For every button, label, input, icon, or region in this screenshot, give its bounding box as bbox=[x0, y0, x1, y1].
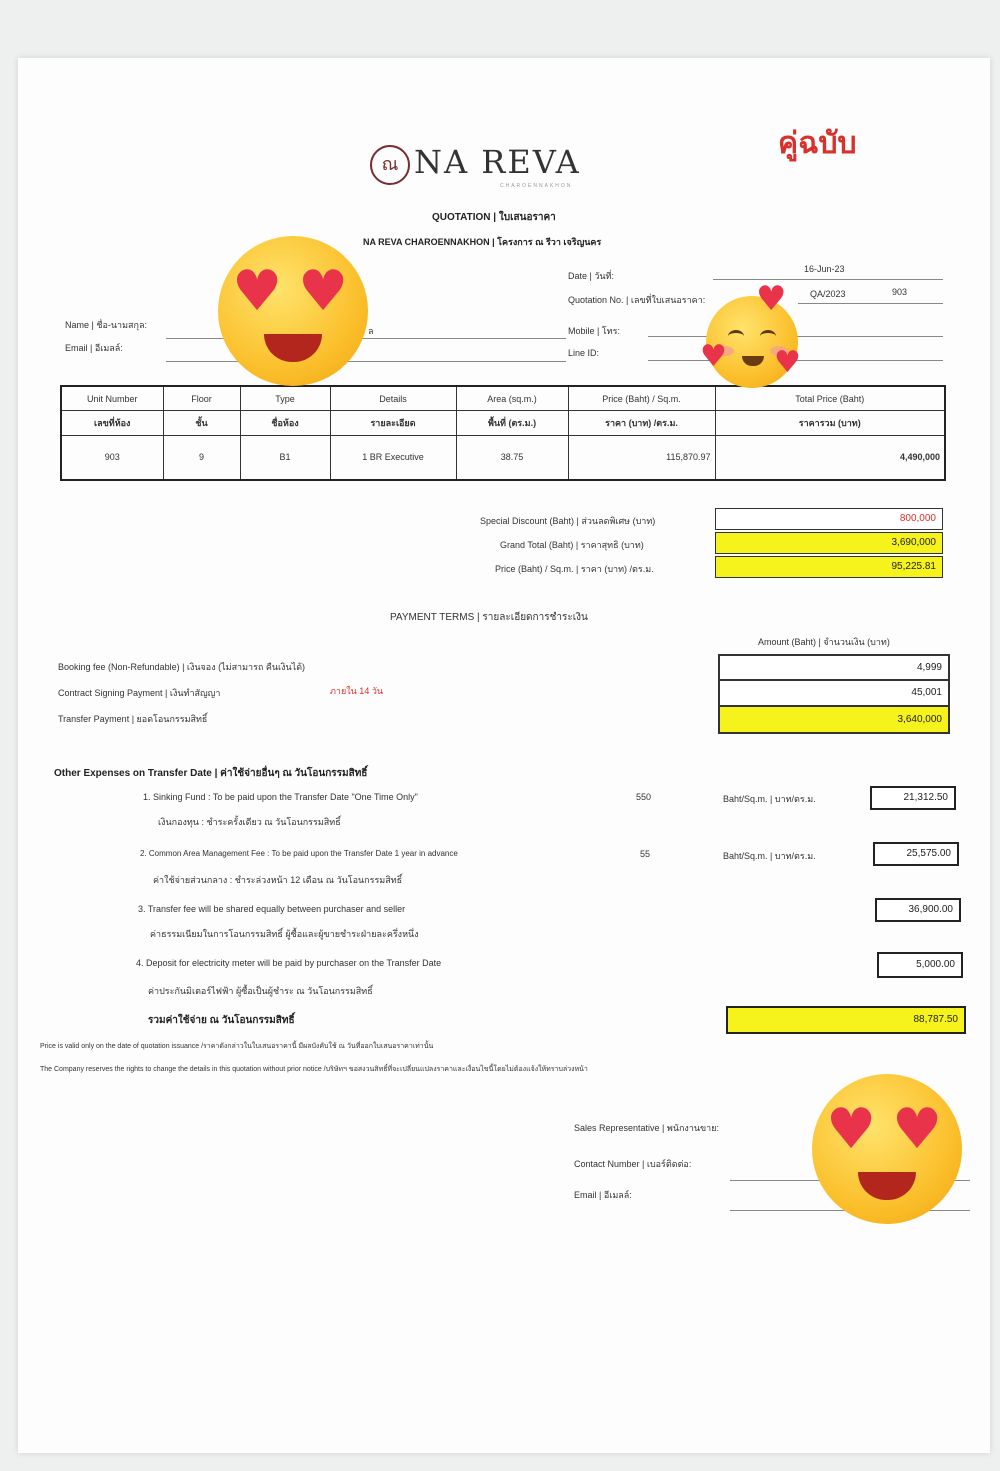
heart-side-left-icon: ♥ bbox=[700, 339, 727, 374]
document-title: QUOTATION | ใบเสนอราคา bbox=[432, 212, 556, 223]
note-validity: Price is valid only on the date of quotation issuance /ราคาดังกล่าวในใบเสนอราคานี้ มีผลบังคับใช้ ณ วันที่ออกใบเสนอราคาเท่านั้น bbox=[40, 1043, 434, 1050]
table-row bbox=[61, 435, 945, 480]
discount-label: Special Discount (Baht) | ส่วนลดพิเศษ (บาท) bbox=[480, 516, 656, 526]
heart-right-icon: ♥ bbox=[298, 259, 349, 324]
quotation-number: 903 bbox=[892, 287, 908, 297]
emoji-mouth-small bbox=[742, 356, 764, 366]
th-details: Details bbox=[330, 386, 456, 411]
unit-table bbox=[60, 385, 946, 481]
email-line bbox=[166, 361, 566, 362]
expense-4-value: 5,000.00 bbox=[877, 952, 963, 978]
expense-2-th: ค่าใช้จ่ายส่วนกลาง : ชำระล่วงหน้า 12 เดือน ณ วันโอนกรรมสิทธิ์ bbox=[153, 875, 403, 885]
expense-1-value: 21,312.50 bbox=[870, 786, 956, 810]
th-unit-number-thai: เลขที่ห้อง bbox=[61, 411, 163, 436]
expenses-total-label: รวมค่าใช้จ่าย ณ วันโอนกรรมสิทธิ์ bbox=[148, 1015, 295, 1026]
th-type: Type bbox=[240, 386, 330, 411]
name-label: Name | ชื่อ-นามสกุล: bbox=[65, 320, 147, 330]
emoji-eye-right bbox=[760, 330, 776, 343]
line-id-label: Line ID: bbox=[568, 348, 600, 358]
cell-total-price: 4,490,000 bbox=[715, 435, 945, 480]
th-price-sqm: Price (Baht) / Sq.m. bbox=[568, 386, 715, 411]
expense-4-th: ค่าประกันมิเตอร์ไฟฟ้า ผู้ซื้อเป็นผู้ชำระ ณ วันโอนกรรมสิทธิ์ bbox=[148, 986, 373, 996]
th-area-thai: พื้นที่ (ตร.ม.) bbox=[456, 411, 568, 436]
expense-3-th: ค่าธรรมเนียมในการโอนกรรมสิทธิ์ ผู้ซื้อและผู้ขายชำระฝ่ายละครึ่งหนึ่ง bbox=[150, 929, 419, 939]
price-sqm-label: Price (Baht) / Sq.m. | ราคา (บาท) /ตร.ม. bbox=[495, 564, 654, 574]
logo-sub: CHAROENNAKHON bbox=[500, 183, 573, 189]
cell-details: 1 BR Executive bbox=[330, 435, 456, 480]
contract-value: 45,001 bbox=[718, 680, 950, 706]
transfer-value: 3,640,000 bbox=[718, 706, 950, 734]
table-header-row-th bbox=[61, 411, 945, 436]
cell-area: 38.75 bbox=[456, 435, 568, 480]
heart-eyes-emoji-icon-2 bbox=[812, 1074, 962, 1224]
grand-total-label: Grand Total (Baht) | ราคาสุทธิ (บาท) bbox=[500, 540, 644, 550]
th-floor: Floor bbox=[163, 386, 240, 411]
th-type-thai: ชื่อห้อง bbox=[240, 411, 330, 436]
cell-floor: 9 bbox=[163, 435, 240, 480]
logo bbox=[370, 143, 630, 193]
th-price-sqm-thai: ราคา (บาท) /ตร.ม. bbox=[568, 411, 715, 436]
sales-email-label: Email | อีเมลล์: bbox=[574, 1190, 632, 1200]
th-details-thai: รายละเอียด bbox=[330, 411, 456, 436]
heart-right-icon-2: ♥ bbox=[892, 1097, 943, 1162]
date-line bbox=[713, 279, 943, 280]
expense-2-value: 25,575.00 bbox=[873, 842, 959, 866]
quotation-value: QA/2023 bbox=[810, 289, 846, 299]
contract-note: ภายใน 14 วัน bbox=[330, 686, 384, 696]
logo-mark-icon: ณ bbox=[370, 145, 410, 185]
booking-label: Booking fee (Non-Refundable) | เงินจอง (ไม่สามารถ คืนเงินได้) bbox=[58, 662, 306, 672]
booking-value: 4,999 bbox=[718, 654, 950, 680]
expense-1-th: เงินกองทุน : ชำระครั้งเดียว ณ วันโอนกรรมสิทธิ์ bbox=[158, 817, 341, 827]
th-floor-thai: ชั้น bbox=[163, 411, 240, 436]
emoji-mouth bbox=[264, 334, 322, 362]
heart-left-icon: ♥ bbox=[232, 259, 283, 324]
project-name: NA REVA CHAROENNAKHON | โครงการ ณ รีวา เจริญนคร bbox=[363, 237, 602, 247]
expense-1-rate: 550 bbox=[636, 792, 652, 802]
copy-stamp: คู่ฉบับ bbox=[778, 126, 857, 161]
expense-4-en: 4. Deposit for electricity meter will be paid by purchaser on the Transfer Date bbox=[136, 958, 442, 968]
th-total-price-thai: ราคารวม (บาท) bbox=[715, 411, 945, 436]
name-value: ล bbox=[368, 326, 374, 336]
expense-3-en: 3. Transfer fee will be shared equally between purchaser and seller bbox=[138, 904, 406, 914]
expense-1-unit: Baht/Sq.m. | บาท/ตร.ม. bbox=[723, 794, 816, 804]
quotation-label: Quotation No. | เลขที่ใบเสนอราคา: bbox=[568, 295, 706, 305]
expense-1-en: 1. Sinking Fund : To be paid upon the Transfer Date "One Time Only" bbox=[143, 792, 418, 802]
expenses-total-value: 88,787.50 bbox=[726, 1006, 966, 1034]
expense-2-unit: Baht/Sq.m. | บาท/ตร.ม. bbox=[723, 851, 816, 861]
discount-value: 800,000 bbox=[715, 508, 943, 530]
contact-number-label: Contact Number | เบอร์ติดต่อ: bbox=[574, 1159, 692, 1169]
transfer-label: Transfer Payment | ยอดโอนกรรมสิทธิ์ bbox=[58, 714, 208, 724]
email-label: Email | อีเมลล์: bbox=[65, 343, 123, 353]
heart-eyes-emoji-icon bbox=[218, 236, 368, 386]
quotation-paper bbox=[18, 58, 990, 1453]
amount-header: Amount (Baht) | จำนวนเงิน (บาท) bbox=[758, 637, 890, 647]
price-sqm-value: 95,225.81 bbox=[715, 556, 943, 578]
date-value: 16-Jun-23 bbox=[804, 264, 845, 274]
mobile-label: Mobile | โทร: bbox=[568, 326, 620, 336]
date-label: Date | วันที่: bbox=[568, 271, 614, 281]
contract-label: Contract Signing Payment | เงินทำสัญญา bbox=[58, 688, 221, 698]
cell-unit-number: 903 bbox=[61, 435, 163, 480]
th-unit-number: Unit Number bbox=[61, 386, 163, 411]
sales-rep-label: Sales Representative | พนักงานขาย: bbox=[574, 1123, 720, 1133]
heart-side-right-icon: ♥ bbox=[774, 345, 801, 380]
th-total-price: Total Price (Baht) bbox=[715, 386, 945, 411]
cell-type: B1 bbox=[240, 435, 330, 480]
heart-left-icon-2: ♥ bbox=[826, 1097, 877, 1162]
quotation-line bbox=[798, 303, 943, 304]
cell-price-sqm: 115,870.97 bbox=[568, 435, 715, 480]
expense-2-rate: 55 bbox=[640, 849, 651, 859]
grand-total-value: 3,690,000 bbox=[715, 532, 943, 554]
logo-name: NA REVA bbox=[414, 143, 581, 181]
expense-2-en: 2. Common Area Management Fee : To be paid upon the Transfer Date 1 year in advance bbox=[140, 849, 458, 858]
note-rights: The Company reserves the rights to change the details in this quotation without prior notice /บริษัทฯ ขอสงวนสิทธิ์ที่จะเปลี่ยนแปลงราคาและเงื่อนไขนี้โดยไม่ต้องแจ้งให้ทราบล่วงหน้า bbox=[40, 1066, 588, 1073]
expenses-title: Other Expenses on Transfer Date | ค่าใช้จ่ายอื่นๆ ณ วันโอนกรรมสิทธิ์ bbox=[54, 768, 368, 779]
emoji-mouth-2 bbox=[858, 1172, 916, 1200]
smiling-hearts-emoji-icon bbox=[700, 279, 801, 388]
th-area: Area (sq.m.) bbox=[456, 386, 568, 411]
payment-terms-title: PAYMENT TERMS | รายละเอียดการชำระเงิน bbox=[390, 612, 588, 623]
expense-3-value: 36,900.00 bbox=[875, 898, 961, 922]
heart-top-icon: ♥ bbox=[756, 279, 787, 319]
table-header-row-en bbox=[61, 386, 945, 411]
emoji-eye-left bbox=[728, 330, 744, 343]
